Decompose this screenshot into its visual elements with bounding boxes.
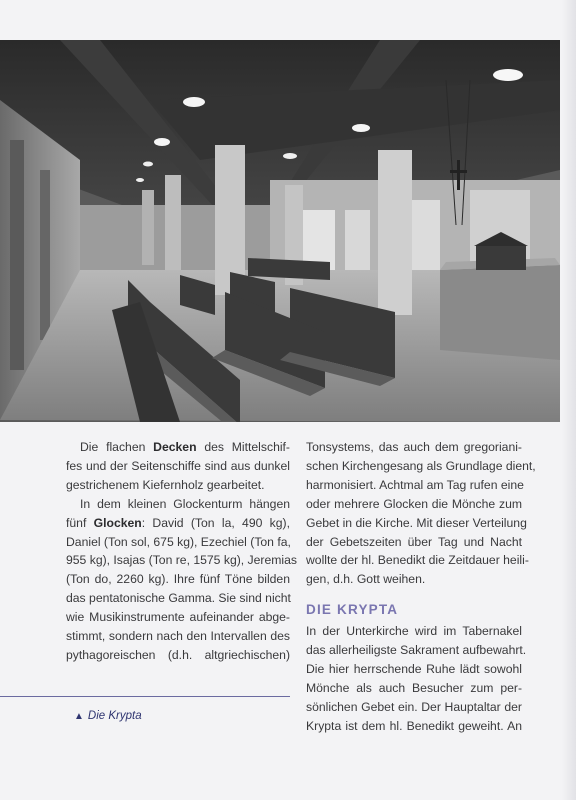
photo-caption	[74, 710, 142, 722]
section-heading-krypta: DIE KRYPTA	[306, 602, 399, 618]
keyword: Decken	[153, 440, 197, 454]
text-fragment: fes und der Seitenschiffe sind aus dunkel	[66, 458, 290, 473]
right-text-column	[306, 438, 536, 736]
text-line: Gebet in die Kirche. Mit dieser Verteilung	[306, 515, 527, 530]
text-line: schen Kirchengesang als Grundlage dient,	[306, 458, 536, 473]
text-fragment: pythagoreischen (d.h. altgriechischen)	[66, 647, 290, 662]
text-fragment: Daniel (Ton sol, 675 kg), Ezechiel (Ton fa,	[66, 534, 291, 549]
text-line: oder mehrere Glocken die Mönche zum	[306, 496, 522, 511]
left-text-column	[66, 438, 297, 665]
text-line	[66, 514, 290, 533]
text-fragment: das pentatonische Gamma. Sie sind nicht	[66, 591, 291, 606]
text-line: Die hier herrschende Ruhe lädt sowohl	[306, 661, 522, 676]
left-paragraphs	[66, 438, 297, 665]
text-line	[66, 457, 290, 476]
text-fragment: (Ton do, 2260 kg). Ihre fünf Töne bilden	[66, 572, 290, 587]
text-line: Mönche als auch Besucher zum per-	[306, 680, 522, 695]
text-fragment: 955 kg), Isajas (Ton re, 1575 kg), Jeremias	[66, 553, 297, 568]
text-line: In der Unterkirche wird im Tabernakel	[306, 624, 522, 639]
text-line: der Gebetszeiten über Tag und Nacht	[306, 534, 522, 549]
text-fragment: gestrichenem Kiefernholz gearbeitet.	[66, 477, 265, 492]
text-line	[66, 438, 290, 457]
text-line	[66, 627, 290, 646]
page-edge	[562, 0, 576, 800]
text-line	[66, 589, 290, 608]
caption-divider	[0, 696, 290, 697]
text-line	[66, 533, 290, 552]
text-fragment: : David (Ton la, 490 kg),	[141, 515, 290, 530]
text-fragment: Die flachen	[80, 440, 154, 454]
text-fragment: des Mittelschif-	[196, 440, 290, 454]
text-line	[66, 476, 290, 495]
keyword: Glocken	[93, 515, 142, 530]
text-line	[66, 495, 290, 514]
text-fragment: wie Musikinstrumente aufeinander abge-	[66, 610, 290, 625]
text-line	[66, 646, 290, 665]
right-paragraph-krypta	[306, 622, 527, 735]
text-line: das allerheiligste Sakrament aufbewahrt.	[306, 643, 527, 658]
text-fragment: fünf	[66, 515, 94, 530]
text-line	[66, 608, 290, 627]
crypt-photo-illustration	[0, 40, 560, 422]
text-line: gen, d.h. Gott weihen.	[306, 572, 426, 587]
text-line: sönlichen Gebet ein. Der Hauptaltar der	[306, 699, 522, 714]
text-line: Tonsystems, das auch dem gregoriani-	[306, 440, 522, 454]
crypt-photo	[0, 40, 560, 422]
triangle-up-icon: ▲	[74, 711, 84, 722]
text-line	[66, 570, 290, 589]
text-fragment: In dem kleinen Glockenturm hängen	[80, 496, 290, 511]
text-line: Krypta ist dem hl. Benedikt geweiht. An	[306, 718, 522, 733]
text-line: wollte der hl. Benedikt die Zeitdauer heili-	[306, 553, 529, 568]
text-line: harmonisiert. Achtmal am Tag rufen eine	[306, 477, 524, 492]
text-line	[66, 551, 297, 570]
text-fragment: stimmt, sondern nach den Intervallen des	[66, 629, 290, 644]
caption-text: Die Krypta	[87, 710, 142, 722]
right-paragraph-bells	[306, 438, 536, 589]
